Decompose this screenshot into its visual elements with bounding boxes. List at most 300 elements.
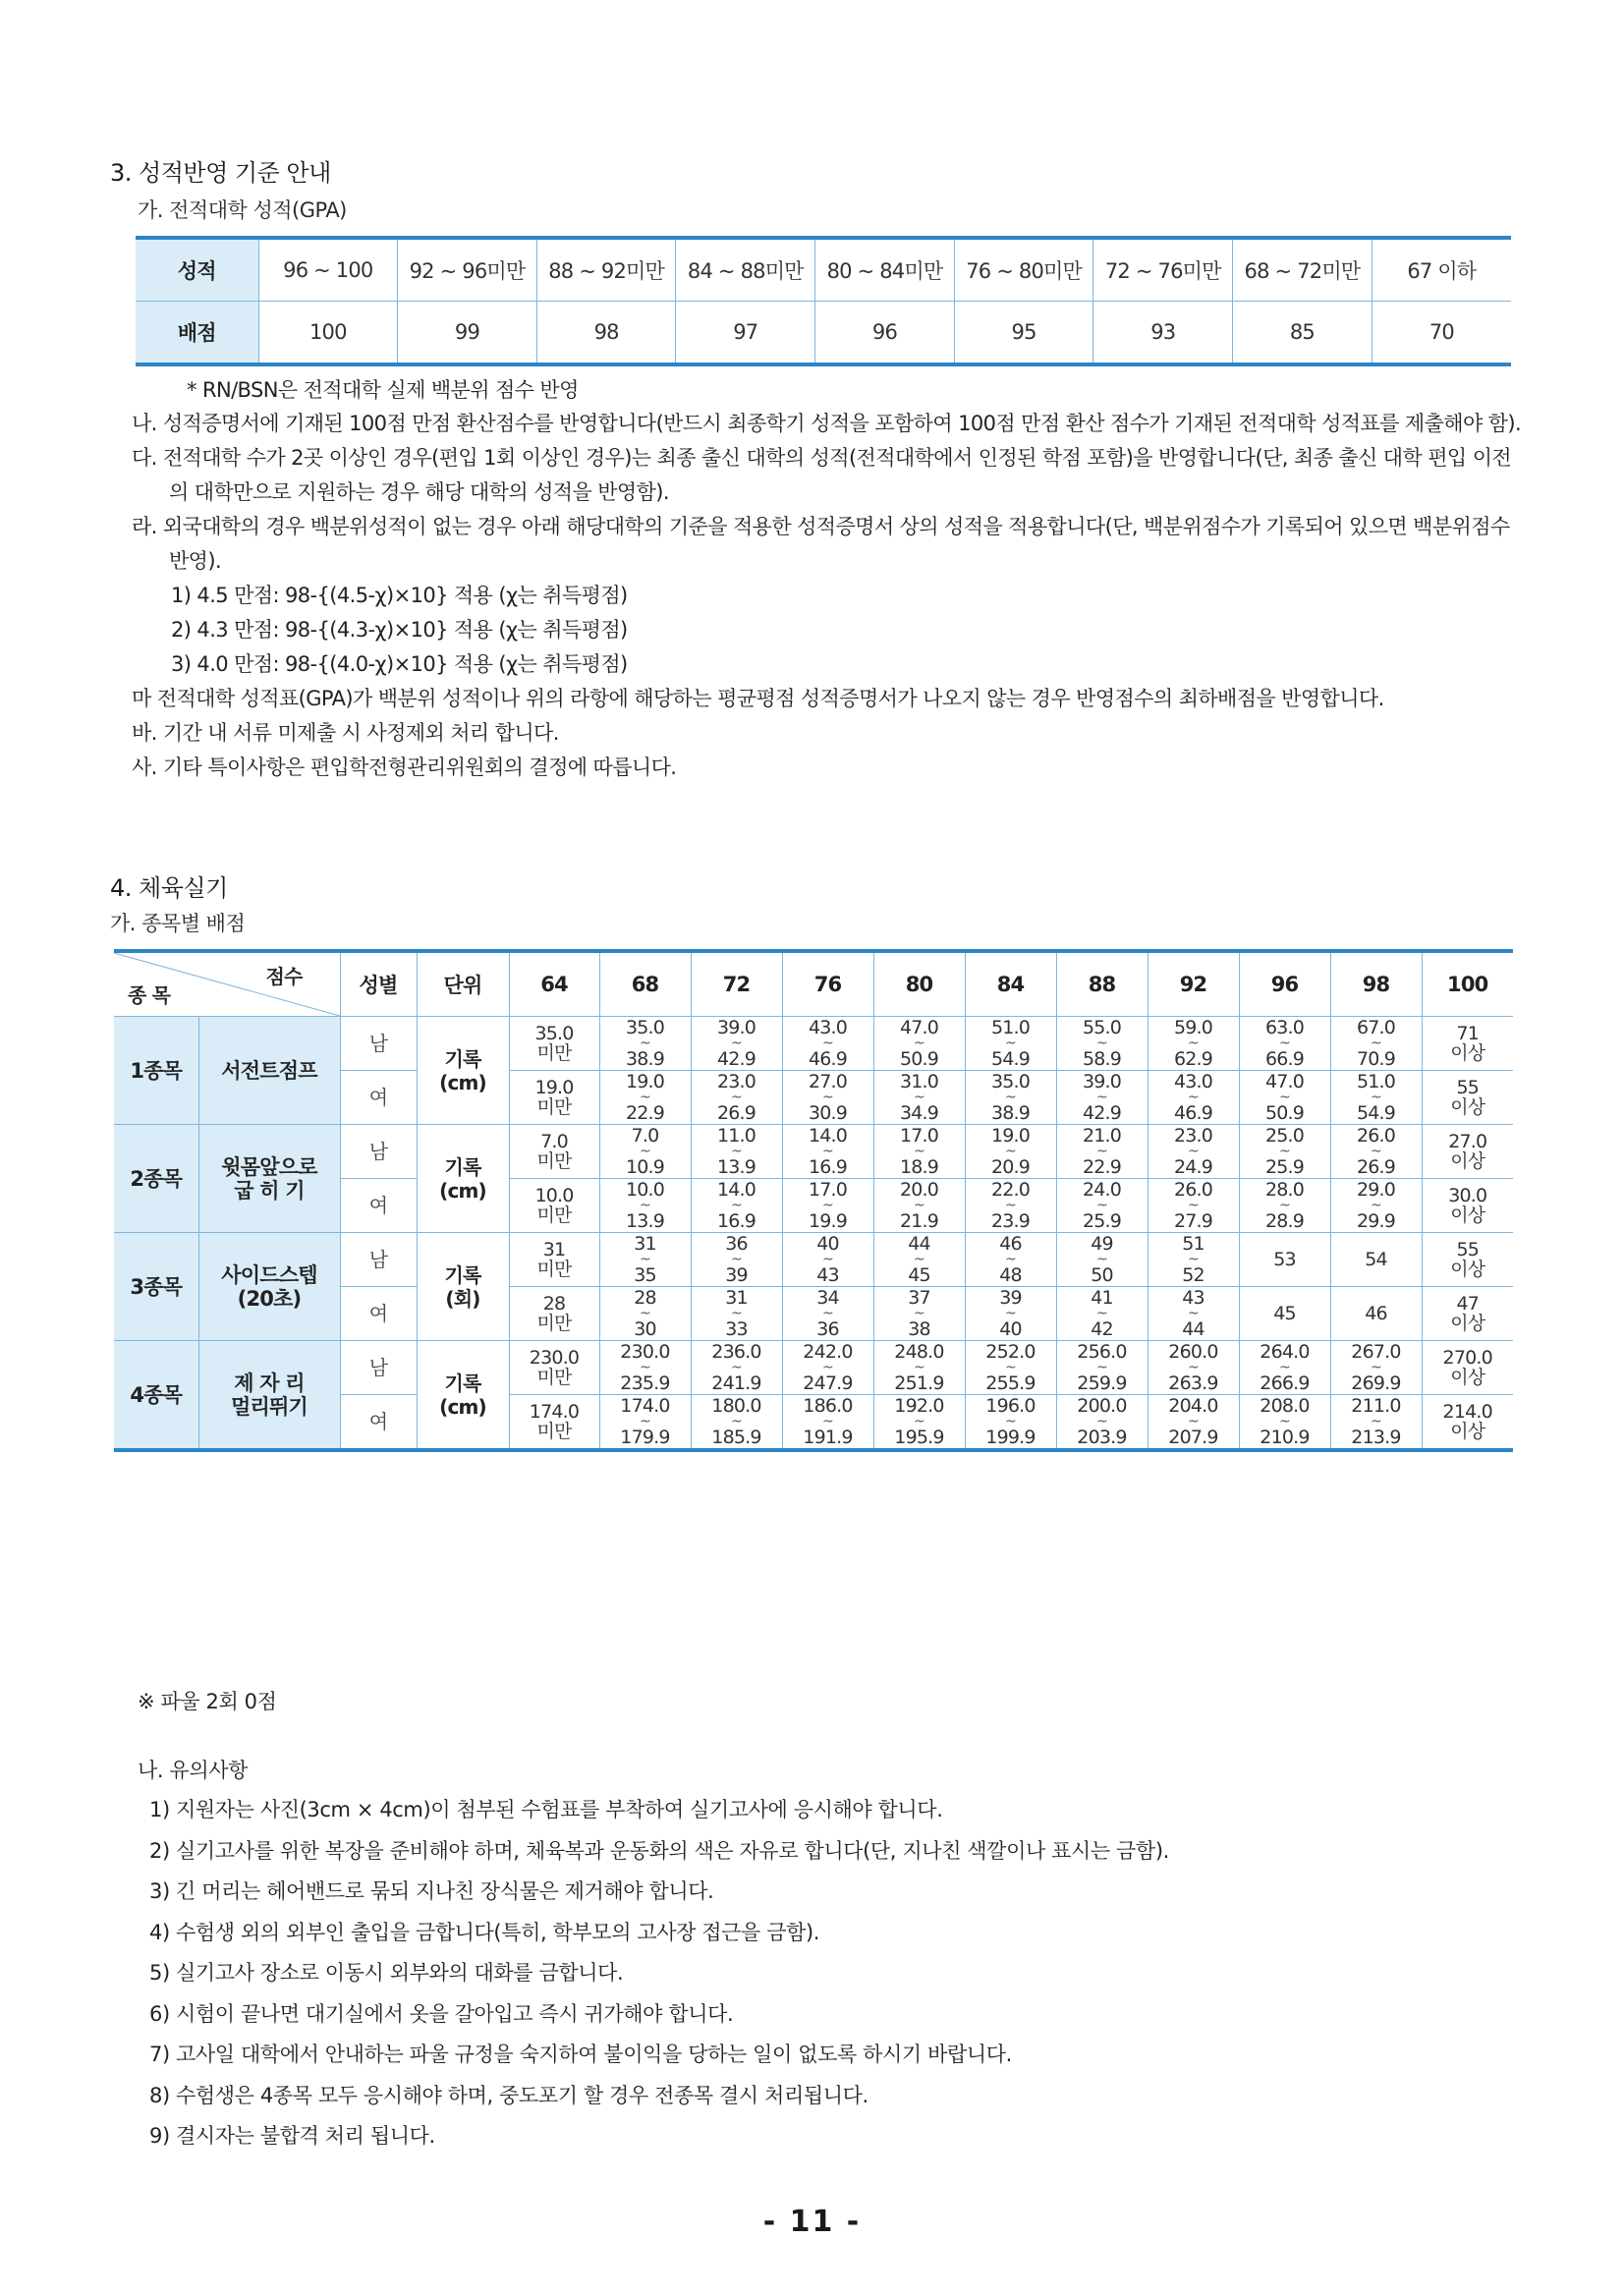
score-cell bbox=[599, 1017, 691, 1071]
gpa-score-cell: 85 bbox=[1233, 302, 1372, 365]
cell-value: 10.0 bbox=[534, 1185, 574, 1206]
range-tilde: ~ bbox=[1096, 1306, 1107, 1321]
score-cell bbox=[873, 1287, 965, 1341]
cell-value: 45 bbox=[1273, 1303, 1296, 1324]
score-cell bbox=[873, 1395, 965, 1451]
range-tilde: ~ bbox=[914, 1360, 924, 1375]
range-tilde: ~ bbox=[731, 1198, 742, 1213]
range-tilde: ~ bbox=[1188, 1036, 1199, 1051]
score-col-header: 72 bbox=[691, 951, 782, 1017]
section4-sub-b: 나. 유의사항 bbox=[138, 1759, 248, 1782]
section3-sub-a: 가. 전적대학 성적(GPA) bbox=[138, 198, 347, 222]
cell-value: 199.9 bbox=[985, 1427, 1036, 1448]
gpa-row1-label: 성적 bbox=[136, 238, 258, 302]
gpa-range-cell: 84 ~ 88미만 bbox=[676, 238, 815, 302]
cell-value: 210.9 bbox=[1260, 1427, 1310, 1448]
cell-value: 22.0 bbox=[990, 1179, 1031, 1201]
score-cell bbox=[509, 1341, 599, 1395]
gpa-score-cell: 98 bbox=[536, 302, 676, 365]
cell-value: 29.9 bbox=[1356, 1210, 1396, 1232]
score-cell bbox=[1148, 1233, 1239, 1287]
cell-value: 266.9 bbox=[1260, 1372, 1310, 1394]
cell-value: 53 bbox=[1273, 1249, 1296, 1270]
cell-value: 204.0 bbox=[1168, 1395, 1218, 1417]
cell-value: 55.0 bbox=[1082, 1017, 1122, 1038]
cell-value: 54.9 bbox=[990, 1048, 1031, 1070]
score-cell bbox=[1239, 1395, 1330, 1451]
cell-value: 30.9 bbox=[808, 1102, 848, 1124]
cell-value: 이상 bbox=[1450, 1367, 1485, 1388]
rn-bsn-note: * RN/BSN은 전적대학 실제 백분위 점수 반영 bbox=[187, 378, 579, 402]
cell-value: 미만 bbox=[536, 1204, 572, 1226]
score-cell bbox=[1148, 1017, 1239, 1071]
cell-value: 23.9 bbox=[990, 1210, 1031, 1232]
cell-value: 263.9 bbox=[1168, 1372, 1218, 1394]
range-tilde: ~ bbox=[1005, 1414, 1016, 1429]
diagonal-header bbox=[114, 951, 340, 1017]
cell-value: 51.0 bbox=[990, 1017, 1031, 1038]
score-cell bbox=[1056, 1233, 1148, 1287]
cell-value: 50.9 bbox=[899, 1048, 939, 1070]
unit-cell: 기록 (cm) bbox=[417, 1125, 509, 1233]
cell-value: 24.9 bbox=[1173, 1156, 1213, 1178]
range-tilde: ~ bbox=[640, 1306, 650, 1321]
cell-value: 13.9 bbox=[716, 1156, 756, 1178]
cell-value: 27.0 bbox=[808, 1071, 848, 1092]
score-cell bbox=[599, 1341, 691, 1395]
score-cell bbox=[509, 1395, 599, 1451]
cell-value: 미만 bbox=[536, 1150, 572, 1172]
range-tilde: ~ bbox=[822, 1144, 833, 1159]
cell-value: 47 bbox=[1456, 1293, 1480, 1315]
score-cell bbox=[691, 1125, 782, 1179]
score-cell bbox=[691, 1017, 782, 1071]
score-cell bbox=[1148, 1071, 1239, 1125]
score-cell bbox=[1422, 1017, 1513, 1071]
score-cell bbox=[1239, 1287, 1330, 1341]
cell-value: 28 bbox=[542, 1293, 566, 1315]
cell-value: 20.0 bbox=[899, 1179, 939, 1201]
score-cell bbox=[599, 1071, 691, 1125]
range-tilde: ~ bbox=[1005, 1360, 1016, 1375]
score-cell bbox=[1422, 1287, 1513, 1341]
item-ra: 라. 외국대학의 경우 백분위성적이 없는 경우 아래 해당대학의 기준을 적용한 성적증명서 상의 성적을 적용합니다(단, 백분위점수가 기록되어 있으면 백분위점수 반영). bbox=[132, 515, 1510, 573]
cell-value: 30.0 bbox=[1448, 1185, 1487, 1206]
item-da: 다. 전적대학 수가 2곳 이상인 경우(편입 1회 이상인 경우)는 최종 출신 대학의 성적(전적대학에서 인정된 학점 포함)을 반영합니다(단, 최종 출신 대학 편입 이전의 대학만으로 지원하는 경우 해당 대학의 성적을 반영함). bbox=[132, 446, 1512, 504]
range-tilde: ~ bbox=[1005, 1198, 1016, 1213]
cell-value: 251.9 bbox=[894, 1372, 944, 1394]
cell-value: 19.0 bbox=[990, 1125, 1031, 1147]
range-tilde: ~ bbox=[1371, 1090, 1381, 1105]
cell-value: 20.9 bbox=[990, 1156, 1031, 1178]
cell-value: 17.0 bbox=[899, 1125, 939, 1147]
cell-value: 62.9 bbox=[1173, 1048, 1213, 1070]
cell-value: 31 bbox=[634, 1233, 656, 1255]
range-tilde: ~ bbox=[1279, 1198, 1290, 1213]
table-row bbox=[114, 1341, 1513, 1395]
score-cell bbox=[1422, 1179, 1513, 1233]
range-tilde: ~ bbox=[1096, 1252, 1107, 1267]
score-cell bbox=[1330, 1071, 1422, 1125]
cell-value: 174.0 bbox=[620, 1395, 670, 1417]
col-gender: 성별 bbox=[340, 951, 417, 1017]
range-tilde: ~ bbox=[914, 1036, 924, 1051]
event-number: 4종목 bbox=[114, 1341, 198, 1451]
score-col-header: 84 bbox=[965, 951, 1056, 1017]
score-col-header: 92 bbox=[1148, 951, 1239, 1017]
cell-value: 214.0 bbox=[1442, 1401, 1492, 1423]
cell-value: 34 bbox=[816, 1287, 839, 1309]
cell-value: 59.0 bbox=[1173, 1017, 1213, 1038]
range-tilde: ~ bbox=[731, 1144, 742, 1159]
cell-value: 255.9 bbox=[985, 1372, 1036, 1394]
cell-value: 47.0 bbox=[1264, 1071, 1305, 1092]
cell-value: 31 bbox=[725, 1287, 748, 1309]
range-tilde: ~ bbox=[1188, 1306, 1199, 1321]
score-cell bbox=[599, 1233, 691, 1287]
range-tilde: ~ bbox=[640, 1090, 650, 1105]
score-col-header: 80 bbox=[873, 951, 965, 1017]
score-cell bbox=[873, 1017, 965, 1071]
cell-value: 14.0 bbox=[716, 1179, 756, 1201]
score-cell bbox=[1056, 1179, 1148, 1233]
range-tilde: ~ bbox=[1096, 1090, 1107, 1105]
diag-event-label: 종 목 bbox=[128, 983, 171, 1007]
cell-value: 50 bbox=[1091, 1264, 1113, 1286]
cell-value: 54.9 bbox=[1356, 1102, 1396, 1124]
gender-cell: 남 bbox=[340, 1233, 417, 1287]
range-tilde: ~ bbox=[731, 1360, 742, 1375]
pe-header-row bbox=[114, 951, 1513, 1017]
score-cell bbox=[965, 1125, 1056, 1179]
score-cell bbox=[1330, 1287, 1422, 1341]
range-tilde: ~ bbox=[1005, 1090, 1016, 1105]
range-tilde: ~ bbox=[640, 1198, 650, 1213]
cell-value: 미만 bbox=[536, 1421, 572, 1442]
score-cell bbox=[782, 1125, 873, 1179]
cell-value: 247.9 bbox=[803, 1372, 853, 1394]
score-cell bbox=[873, 1341, 965, 1395]
cell-value: 174.0 bbox=[529, 1401, 580, 1423]
range-tilde: ~ bbox=[1371, 1198, 1381, 1213]
cell-value: 50.9 bbox=[1264, 1102, 1305, 1124]
gender-cell: 여 bbox=[340, 1395, 417, 1451]
section3-title: 3. 성적반영 기준 안내 bbox=[110, 159, 331, 187]
item-ba: 바. 기간 내 서류 미제출 시 사정제외 처리 합니다. bbox=[132, 721, 559, 745]
cell-value: 16.9 bbox=[716, 1210, 756, 1232]
score-col-header: 64 bbox=[509, 951, 599, 1017]
unit-cell: 기록 (회) bbox=[417, 1233, 509, 1341]
gpa-range-cell: 68 ~ 72미만 bbox=[1233, 238, 1372, 302]
cell-value: 35.0 bbox=[625, 1017, 665, 1038]
cell-value: 39.0 bbox=[1082, 1071, 1122, 1092]
range-tilde: ~ bbox=[1096, 1198, 1107, 1213]
cell-value: 52 bbox=[1182, 1264, 1204, 1286]
score-col-header: 96 bbox=[1239, 951, 1330, 1017]
event-name: 윗몸앞으로 굽 히 기 bbox=[198, 1125, 340, 1233]
foul-note: ※ 파울 2회 0점 bbox=[138, 1690, 277, 1713]
table-row bbox=[114, 1017, 1513, 1071]
range-tilde: ~ bbox=[1279, 1360, 1290, 1375]
cell-value: 35.0 bbox=[990, 1071, 1031, 1092]
cell-value: 185.9 bbox=[711, 1427, 761, 1448]
range-tilde: ~ bbox=[1096, 1414, 1107, 1429]
score-cell bbox=[782, 1233, 873, 1287]
cell-value: 196.0 bbox=[985, 1395, 1036, 1417]
cell-value: 40 bbox=[816, 1233, 839, 1255]
range-tilde: ~ bbox=[1279, 1090, 1290, 1105]
score-cell bbox=[782, 1071, 873, 1125]
range-tilde: ~ bbox=[1096, 1360, 1107, 1375]
cell-value: 17.0 bbox=[808, 1179, 848, 1201]
score-cell bbox=[965, 1071, 1056, 1125]
cell-value: 27.9 bbox=[1173, 1210, 1213, 1232]
score-cell bbox=[1148, 1287, 1239, 1341]
range-tilde: ~ bbox=[1005, 1306, 1016, 1321]
section4-title: 4. 체육실기 bbox=[110, 874, 228, 902]
cell-value: 이상 bbox=[1450, 1259, 1485, 1280]
cell-value: 16.9 bbox=[808, 1156, 848, 1178]
cell-value: 38 bbox=[908, 1318, 930, 1340]
cell-value: 42.9 bbox=[716, 1048, 756, 1070]
range-tilde: ~ bbox=[731, 1090, 742, 1105]
gender-cell: 여 bbox=[340, 1179, 417, 1233]
gpa-score-cell: 99 bbox=[398, 302, 537, 365]
score-cell bbox=[1056, 1071, 1148, 1125]
event-number: 3종목 bbox=[114, 1233, 198, 1341]
range-tilde: ~ bbox=[640, 1144, 650, 1159]
notice-item: 7) 고사일 대학에서 안내하는 파울 규정을 숙지하여 불이익을 당하는 일이 없도록 하시기 바랍니다. bbox=[149, 2043, 1012, 2066]
cell-value: 이상 bbox=[1450, 1150, 1485, 1172]
score-col-header: 76 bbox=[782, 951, 873, 1017]
cell-value: 260.0 bbox=[1168, 1341, 1218, 1363]
cell-value: 26.0 bbox=[1173, 1179, 1213, 1201]
score-cell bbox=[1056, 1017, 1148, 1071]
cell-value: 21.9 bbox=[899, 1210, 939, 1232]
cell-value: 44 bbox=[908, 1233, 930, 1255]
cell-value: 43.0 bbox=[808, 1017, 848, 1038]
table-row bbox=[114, 1233, 1513, 1287]
cell-value: 31.0 bbox=[899, 1071, 939, 1092]
score-cell bbox=[691, 1179, 782, 1233]
gender-cell: 남 bbox=[340, 1341, 417, 1395]
score-cell bbox=[691, 1287, 782, 1341]
event-name: 서전트점프 bbox=[198, 1017, 340, 1125]
page-number: - 11 - bbox=[762, 2205, 862, 2239]
item-na: 나. 성적증명서에 기재된 100점 만점 환산점수를 반영합니다(반드시 최종학기 성적을 포함하여 100점 만점 환산 점수가 기재된 전적대학 성적표를 제출해야 함). bbox=[132, 412, 1522, 435]
gender-cell: 남 bbox=[340, 1017, 417, 1071]
score-col-header: 98 bbox=[1330, 951, 1422, 1017]
score-cell bbox=[509, 1125, 599, 1179]
score-cell bbox=[1056, 1341, 1148, 1395]
cell-value: 46.9 bbox=[808, 1048, 848, 1070]
score-cell bbox=[1056, 1125, 1148, 1179]
cell-value: 35.0 bbox=[534, 1023, 574, 1044]
range-tilde: ~ bbox=[640, 1360, 650, 1375]
cell-value: 270.0 bbox=[1442, 1347, 1492, 1369]
cell-value: 46.9 bbox=[1173, 1102, 1213, 1124]
range-tilde: ~ bbox=[822, 1360, 833, 1375]
cell-value: 40 bbox=[999, 1318, 1022, 1340]
cell-value: 이상 bbox=[1450, 1042, 1485, 1064]
event-name: 제 자 리 멀리뛰기 bbox=[198, 1341, 340, 1451]
score-cell bbox=[1330, 1341, 1422, 1395]
range-tilde: ~ bbox=[1279, 1144, 1290, 1159]
cell-value: 41 bbox=[1091, 1287, 1113, 1309]
score-cell bbox=[599, 1287, 691, 1341]
cell-value: 미만 bbox=[536, 1313, 572, 1334]
score-cell bbox=[1422, 1071, 1513, 1125]
cell-value: 13.9 bbox=[625, 1210, 665, 1232]
range-tilde: ~ bbox=[731, 1252, 742, 1267]
notice-item: 6) 시험이 끝나면 대기실에서 옷을 갈아입고 즉시 귀가해야 합니다. bbox=[149, 2001, 734, 2026]
gpa-row2-label: 배점 bbox=[136, 302, 258, 365]
score-cell bbox=[691, 1341, 782, 1395]
cell-value: 미만 bbox=[536, 1042, 572, 1064]
cell-value: 70.9 bbox=[1356, 1048, 1396, 1070]
range-tilde: ~ bbox=[822, 1090, 833, 1105]
cell-value: 이상 bbox=[1450, 1313, 1485, 1334]
notice-list bbox=[149, 1794, 1169, 2161]
notice-item: 3) 긴 머리는 헤어밴드로 묶되 지나친 장식물은 제거해야 합니다. bbox=[149, 1879, 714, 1903]
cell-value: 38.9 bbox=[990, 1102, 1031, 1124]
range-tilde: ~ bbox=[731, 1414, 742, 1429]
cell-value: 203.9 bbox=[1077, 1427, 1127, 1448]
cell-value: 242.0 bbox=[803, 1341, 853, 1363]
score-cell bbox=[509, 1071, 599, 1125]
range-tilde: ~ bbox=[731, 1036, 742, 1051]
score-cell bbox=[1422, 1233, 1513, 1287]
range-tilde: ~ bbox=[914, 1414, 924, 1429]
cell-value: 미만 bbox=[536, 1259, 572, 1280]
cell-value: 33 bbox=[725, 1318, 748, 1340]
cell-value: 28.9 bbox=[1264, 1210, 1305, 1232]
cell-value: 28 bbox=[634, 1287, 656, 1309]
notice-item: 4) 수험생 외의 외부인 출입을 금합니다(특히, 학부모의 고사장 접근을 금함). bbox=[149, 1920, 820, 1944]
gpa-score-cell: 100 bbox=[258, 302, 398, 365]
notice-item: 8) 수험생은 4종목 모두 응시해야 하며, 중도포기 할 경우 전종목 결시 처리됩니다. bbox=[149, 2083, 868, 2107]
score-cell bbox=[1056, 1395, 1148, 1451]
cell-value: 45 bbox=[908, 1264, 930, 1286]
cell-value: 236.0 bbox=[711, 1341, 761, 1363]
cell-value: 27.0 bbox=[1448, 1131, 1487, 1152]
gpa-range-row bbox=[136, 238, 1511, 302]
cell-value: 46 bbox=[999, 1233, 1022, 1255]
score-cell bbox=[965, 1287, 1056, 1341]
cell-value: 54 bbox=[1365, 1249, 1387, 1270]
cell-value: 264.0 bbox=[1260, 1341, 1310, 1363]
gpa-range-cell: 96 ~ 100 bbox=[258, 238, 398, 302]
diag-score-label: 점수 bbox=[265, 965, 303, 988]
range-tilde: ~ bbox=[1371, 1360, 1381, 1375]
cell-value: 34.9 bbox=[899, 1102, 939, 1124]
cell-value: 19.9 bbox=[808, 1210, 848, 1232]
range-tilde: ~ bbox=[1005, 1036, 1016, 1051]
formula-3: 3) 4.0 만점: 98-{(4.0-χ)×10} 적용 (χ는 취득평점) bbox=[171, 652, 628, 676]
cell-value: 24.0 bbox=[1082, 1179, 1122, 1201]
notice-item: 1) 지원자는 사진(3cm × 4cm)이 첨부된 수험표를 부착하여 실기고사에 응시해야 합니다. bbox=[149, 1798, 943, 1821]
cell-value: 269.9 bbox=[1351, 1372, 1401, 1394]
score-cell bbox=[599, 1395, 691, 1451]
range-tilde: ~ bbox=[1188, 1198, 1199, 1213]
cell-value: 47.0 bbox=[899, 1017, 939, 1038]
score-cell bbox=[1422, 1125, 1513, 1179]
score-cell bbox=[782, 1287, 873, 1341]
score-cell bbox=[509, 1233, 599, 1287]
pe-score-table bbox=[114, 949, 1513, 1452]
range-tilde: ~ bbox=[822, 1198, 833, 1213]
range-tilde: ~ bbox=[640, 1036, 650, 1051]
range-tilde: ~ bbox=[914, 1252, 924, 1267]
item-sa: 사. 기타 특이사항은 편입학전형관리위원회의 결정에 따릅니다. bbox=[132, 756, 677, 779]
formula-2: 2) 4.3 만점: 98-{(4.3-χ)×10} 적용 (χ는 취득평점) bbox=[171, 618, 628, 642]
range-tilde: ~ bbox=[1005, 1144, 1016, 1159]
unit-cell: 기록 (cm) bbox=[417, 1341, 509, 1451]
cell-value: 66.9 bbox=[1264, 1048, 1305, 1070]
cell-value: 230.0 bbox=[620, 1341, 670, 1363]
range-tilde: ~ bbox=[1005, 1252, 1016, 1267]
cell-value: 248.0 bbox=[894, 1341, 944, 1363]
cell-value: 43.0 bbox=[1173, 1071, 1213, 1092]
cell-value: 18.9 bbox=[899, 1156, 939, 1178]
cell-value: 44 bbox=[1182, 1318, 1204, 1340]
cell-value: 241.9 bbox=[711, 1372, 761, 1394]
cell-value: 195.9 bbox=[894, 1427, 944, 1448]
score-cell bbox=[509, 1179, 599, 1233]
cell-value: 7.0 bbox=[540, 1131, 568, 1152]
score-cell bbox=[509, 1017, 599, 1071]
cell-value: 55 bbox=[1456, 1077, 1480, 1098]
cell-value: 이상 bbox=[1450, 1204, 1485, 1226]
cell-value: 46 bbox=[1365, 1303, 1387, 1324]
score-cell bbox=[1422, 1341, 1513, 1395]
gpa-score-cell: 97 bbox=[676, 302, 815, 365]
cell-value: 230.0 bbox=[529, 1347, 580, 1369]
range-tilde: ~ bbox=[1188, 1144, 1199, 1159]
cell-value: 42 bbox=[1091, 1318, 1113, 1340]
cell-value: 43 bbox=[1182, 1287, 1204, 1309]
score-cell bbox=[873, 1233, 965, 1287]
range-tilde: ~ bbox=[640, 1252, 650, 1267]
cell-value: 235.9 bbox=[620, 1372, 670, 1394]
score-cell bbox=[1330, 1017, 1422, 1071]
cell-value: 22.9 bbox=[625, 1102, 665, 1124]
cell-value: 200.0 bbox=[1077, 1395, 1127, 1417]
section4-sub-a: 가. 종목별 배점 bbox=[110, 912, 246, 935]
notice-item: 2) 실기고사를 위한 복장을 준비해야 하며, 체육복과 운동화의 색은 자유로 합니다(단, 지나친 색깔이나 표시는 금함). bbox=[149, 1838, 1169, 1863]
cell-value: 11.0 bbox=[716, 1125, 756, 1147]
cell-value: 207.9 bbox=[1168, 1427, 1218, 1448]
score-cell bbox=[691, 1395, 782, 1451]
event-name: 사이드스텝 (20초) bbox=[198, 1233, 340, 1341]
gpa-table bbox=[136, 236, 1511, 366]
cell-value: 180.0 bbox=[711, 1395, 761, 1417]
score-cell bbox=[1239, 1017, 1330, 1071]
score-cell bbox=[1422, 1395, 1513, 1451]
range-tilde: ~ bbox=[822, 1306, 833, 1321]
cell-value: 7.0 bbox=[631, 1125, 659, 1147]
cell-value: 208.0 bbox=[1260, 1395, 1310, 1417]
score-cell bbox=[599, 1125, 691, 1179]
table-row bbox=[114, 1125, 1513, 1179]
gpa-range-cell: 72 ~ 76미만 bbox=[1093, 238, 1233, 302]
cell-value: 22.9 bbox=[1082, 1156, 1122, 1178]
cell-value: 186.0 bbox=[803, 1395, 853, 1417]
gpa-score-cell: 93 bbox=[1093, 302, 1233, 365]
score-cell bbox=[965, 1017, 1056, 1071]
range-tilde: ~ bbox=[1188, 1414, 1199, 1429]
score-cell bbox=[965, 1395, 1056, 1451]
